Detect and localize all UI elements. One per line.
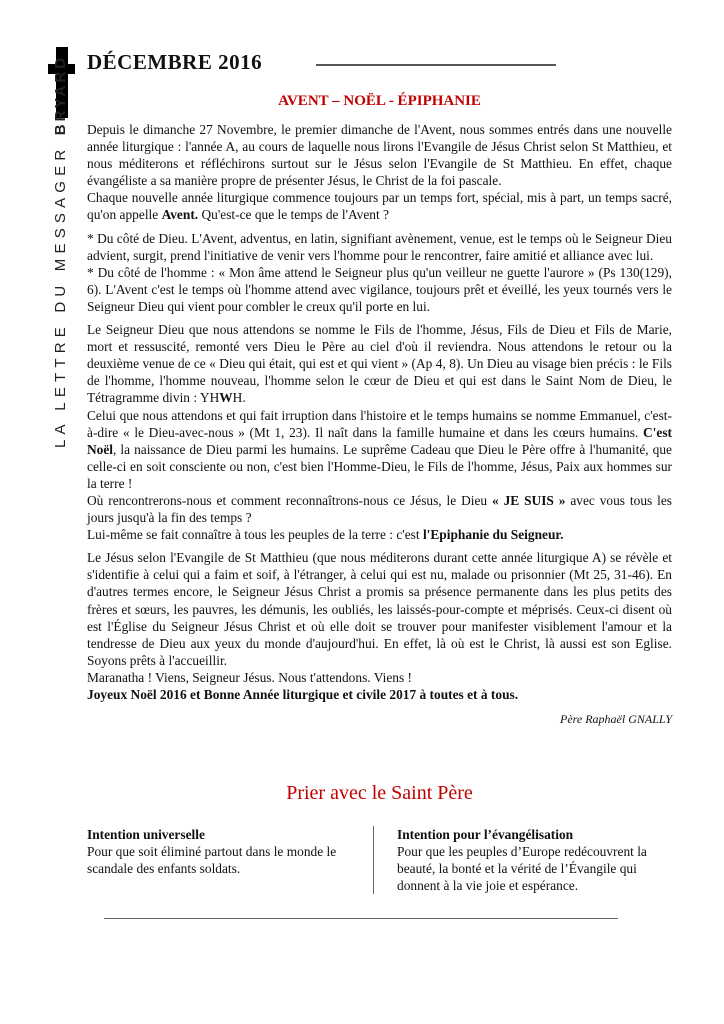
prayer-intention-evangelisation [397, 826, 677, 894]
paragraph-7-bold: « JE SUIS » [492, 492, 566, 508]
side-label [48, 54, 74, 448]
paragraph-6-text-c: , la naissance de Dieu parmi les humains. Le suprême Cadeau que Dieu le Père offre à l'humanité, que celle-ci en soit consciente ou non, c'est bien l'Homme-Dieu, le Fils de l'homme, Jésus, Paix aux hommes sur la terre ! [87, 441, 672, 491]
paragraph-4: * Du côté de l'homme : « Mon âme attend le Seigneur plus qu'un veilleur ne guette l'aurore » (Ps 130(129), 6). L'Avent c'est le temps où l'homme attend avec vigilance, toujours prêt et éveillé, les yeux tournés vers le Seigneur Dieu qui vient pour combler le creux qu'il porte en lui. [87, 264, 672, 314]
paragraph-2-text-a: Chaque nouvelle année liturgique commence toujours par un temps fort, spécial, mis à part, un temps sacré, qu'on appelle [87, 190, 672, 223]
paragraph-5 [87, 321, 672, 406]
prayer-title: Prier avec le Saint Père [286, 782, 473, 804]
side-label-prefix: LA LETTRE DU MESSAGER [52, 144, 69, 448]
paragraph-9: Le Jésus selon l'Evangile de St Matthieu (que nous méditerons durant cette année liturgique A) se révèle et s'identifie à celui qui a faim et soif, à l'étranger, à celui qui est nu, malade ou prisonnier (Mt 25, 31-46). En d'autres termes encore, le Seigneur Jésus Christ a promis sa présence permanente dans les plus petits des frères et sœurs, les pauvres, les démunis, les oubliés, les laissés-pour-compte et méprisés. Ceux-ci disent où est l'Église du Seigneur Jésus Christ et où elle doit se trouver pour manifester visiblement l'amour et la tendresse de Dieu aux yeux du monde d'aujourd'hui. En effet, là où est le Christ, là aussi est son Eglise. Soyons prêts à l'accueillir. [87, 550, 672, 668]
paragraph-5-text-c: H. [232, 390, 246, 406]
paragraph-10: Maranatha ! Viens, Seigneur Jésus. Nous t'attendons. Viens ! [87, 669, 412, 685]
article-body [87, 121, 672, 728]
paragraph-8-bold: l'Epiphanie du Seigneur. [422, 527, 564, 543]
signature: Père Raphaël GNALLY [560, 712, 672, 727]
paragraph-8-text-a: Lui-même se fait connaître à tous les peuples de la terre : c'est [87, 527, 423, 543]
paragraph-8 [87, 526, 672, 543]
side-label-bold: BRYARD [52, 54, 69, 136]
paragraph-6-bold: C'est Noël [87, 424, 672, 457]
intention-universal-heading: Intention universelle [87, 827, 205, 842]
bottom-rule [104, 918, 618, 919]
paragraph-7 [87, 492, 672, 526]
paragraph-2-bold: Avent. [161, 207, 199, 223]
paragraph-5-bold: W [219, 390, 233, 406]
paragraph-7-text-c: avec vous tous les jours jusqu'à la fin des temps ? [87, 492, 672, 526]
paragraph-11 [87, 686, 672, 703]
paragraph-1: Depuis le dimanche 27 Novembre, le premier dimanche de l'Avent, nous sommes entrés dans une nouvelle année liturgique : l'année A, au cours de laquelle nous lirons l'Evangile de Jésus Christ selon St Matthieu, et nous méditerons et réfléchirons surtout sur le Jésus selon l'Evangile de St Matthieu. En effet, chaque évangéliste a sa manière propre de présenter Jésus, le Christ de la foi pascale. [87, 122, 672, 189]
intention-evangelisation-heading: Intention pour l’évangélisation [397, 827, 574, 842]
paragraph-2-text-c: Qu'est-ce que le temps de l'Avent ? [198, 207, 390, 223]
article-subtitle: AVENT – NOËL - ÉPIPHANIE [278, 93, 481, 109]
column-divider [373, 826, 374, 894]
page-title: DÉCEMBRE 2016 [87, 50, 263, 74]
title-rule [316, 64, 556, 66]
paragraph-5-text-a: Le Seigneur Dieu que nous attendons se nomme le Fils de l'homme, Jésus, Fils de Dieu et Fils de Marie, mort et ressuscité, remonté vers Dieu le Père au ciel d'où il reviendra. Nous attendons le retour ou la deuxième venue de ce « Dieu qui était, qui est et qui vient » (Ap 4, 8). Un Dieu au visage bien précis : le Fils de l'homme, l'homme nouveau, l'homme selon le cœur de Dieu et qui est dans le Saint Nom de Dieu, le Tétragramme divin : YH [87, 322, 672, 406]
paragraph-11-bold: Joyeux Noël 2016 et Bonne Année liturgique et civile 2017 à toutes et à tous. [87, 687, 519, 702]
prayer-intention-universal [87, 826, 347, 877]
paragraph-6-text-a: Celui que nous attendons et qui fait irruption dans l'histoire et le temps humains se nomme Emmanuel, c'est-à-dire « le Dieu-avec-nous » (Mt 1, 23). Il naît dans la famille humaine et dans les cœurs humains. [87, 407, 672, 440]
paragraph-7-text-a: Où rencontrerons-nous et comment reconnaîtrons-nous ce Jésus, le Dieu [87, 492, 492, 508]
paragraph-6 [87, 407, 672, 492]
paragraph-2 [87, 189, 672, 223]
intention-universal-text: Pour que soit éliminé partout dans le monde le scandale des enfants soldats. [87, 844, 337, 877]
paragraph-3: * Du côté de Dieu. L'Avent, adventus, en latin, signifiant avènement, venue, est le temps où le Seigneur Dieu advient, surgit, prend l'initiative de venir vers l'homme pour le rencontrer, faire amitié et alliance avec lui. [87, 230, 672, 263]
intention-evangelisation-text: Pour que les peuples d’Europe redécouvrent la beauté, la bonté et la vérité de l’Évangile qui donnent à la vie joie et espérance. [397, 844, 647, 894]
